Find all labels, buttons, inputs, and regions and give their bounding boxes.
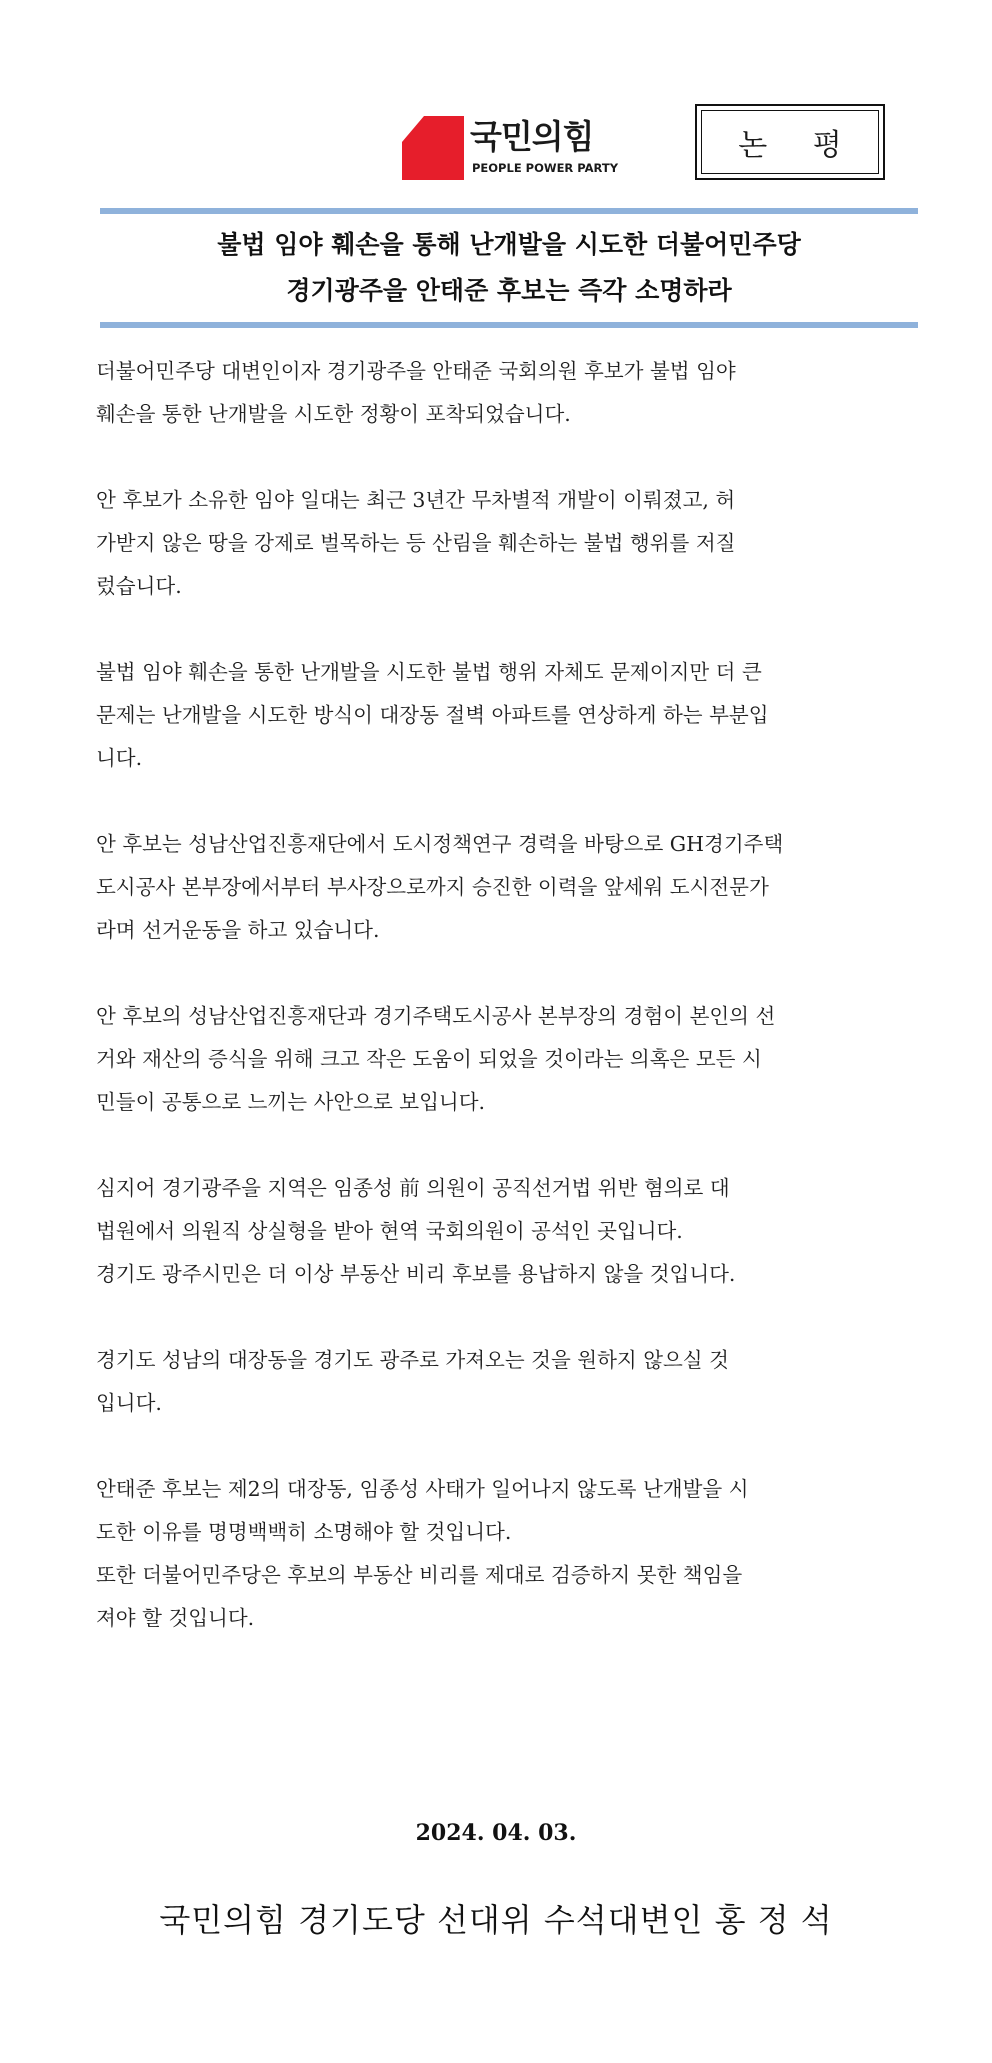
paragraph-line: 경기도 광주시민은 더 이상 부동산 비리 후보를 용납하지 않을 것입니다.	[96, 1262, 736, 1286]
title-rule-bottom	[100, 322, 918, 328]
paragraph-line: 도한 이유를 명명백백히 소명해야 할 것입니다.	[96, 1520, 512, 1544]
paragraph-line: 문제는 난개발을 시도한 방식이 대장동 절벽 아파트를 연상하게 하는 부분입	[96, 703, 769, 727]
paragraph-line: 법원에서 의원직 상실형을 받아 현역 국회의원이 공석인 곳입니다.	[96, 1219, 683, 1243]
paragraph-line: 거와 재산의 증식을 위해 크고 작은 도움이 되었을 것이라는 의혹은 모든 시	[96, 1047, 762, 1071]
paragraph-line: 렀습니다.	[96, 574, 182, 598]
document-type-badge	[695, 104, 885, 180]
body-paragraph	[96, 1167, 906, 1296]
paragraph-line: 안 후보는 성남산업진흥재단에서 도시정책연구 경력을 바탕으로 GH경기주택	[96, 832, 784, 856]
body-paragraph	[96, 995, 906, 1124]
paragraph-line: 라며 선거운동을 하고 있습니다.	[96, 918, 380, 942]
paragraph-line: 민들이 공통으로 느끼는 사안으로 보입니다.	[96, 1090, 486, 1114]
party-logo	[402, 116, 622, 180]
body-paragraph	[96, 823, 906, 952]
paragraph-line: 도시공사 본부장에서부터 부사장으로까지 승진한 이력을 앞세워 도시전문가	[96, 875, 769, 899]
paragraph-line: 안 후보의 성남산업진흥재단과 경기주택도시공사 본부장의 경험이 본인의 선	[96, 1004, 776, 1028]
press-body	[96, 350, 906, 1683]
spokesperson-signature: 국민의힘 경기도당 선대위 수석대변인 홍 정 석	[159, 1901, 833, 1939]
paragraph-line: 입니다.	[96, 1391, 162, 1415]
paragraph-line: 경기도 성남의 대장동을 경기도 광주로 가져오는 것을 원하지 않으실 것	[96, 1348, 729, 1372]
press-header	[0, 0, 992, 200]
paragraph-line: 더불어민주당 대변인이자 경기광주을 안태준 국회의원 후보가 불법 임야	[96, 359, 736, 383]
body-paragraph	[96, 350, 906, 436]
paragraph-line: 니다.	[96, 746, 143, 770]
paragraph-line: 불법 임야 훼손을 통한 난개발을 시도한 불법 행위 자체도 문제이지만 더 큰	[96, 660, 762, 684]
release-date: 2024. 04. 03.	[415, 1820, 577, 1846]
party-logo-name: 국민의힘	[470, 117, 594, 156]
party-logo-mark-icon	[402, 116, 464, 180]
body-paragraph	[96, 1468, 906, 1640]
body-paragraph	[96, 1339, 906, 1425]
paragraph-line: 심지어 경기광주을 지역은 임종성 前 의원이 공직선거법 위반 혐의로 대	[96, 1176, 730, 1200]
press-title-line-2: 경기광주을 안태준 후보는 즉각 소명하라	[286, 276, 732, 305]
title-rule-top	[100, 208, 918, 214]
paragraph-line: 또한 더불어민주당은 후보의 부동산 비리를 제대로 검증하지 못한 책임을	[96, 1563, 743, 1587]
paragraph-line: 가받지 않은 땅을 강제로 벌목하는 등 산림을 훼손하는 불법 행위를 저질	[96, 531, 736, 555]
paragraph-line: 훼손을 통한 난개발을 시도한 정황이 포착되었습니다.	[96, 402, 571, 426]
press-title-line-1: 불법 임야 훼손을 통해 난개발을 시도한 더불어민주당	[217, 230, 801, 259]
paragraph-line: 져야 할 것입니다.	[96, 1606, 255, 1630]
paragraph-line: 안 후보가 소유한 임야 일대는 최근 3년간 무차별적 개발이 이뤄졌고, 허	[96, 488, 736, 512]
document-type-label: 논 평	[701, 110, 879, 174]
body-paragraph	[96, 651, 906, 780]
press-title	[100, 222, 918, 314]
body-paragraph	[96, 479, 906, 608]
party-logo-subtitle: PEOPLE POWER PARTY	[472, 161, 619, 175]
paragraph-line: 안태준 후보는 제2의 대장동, 임종성 사태가 일어나지 않도록 난개발을 시	[96, 1477, 749, 1501]
